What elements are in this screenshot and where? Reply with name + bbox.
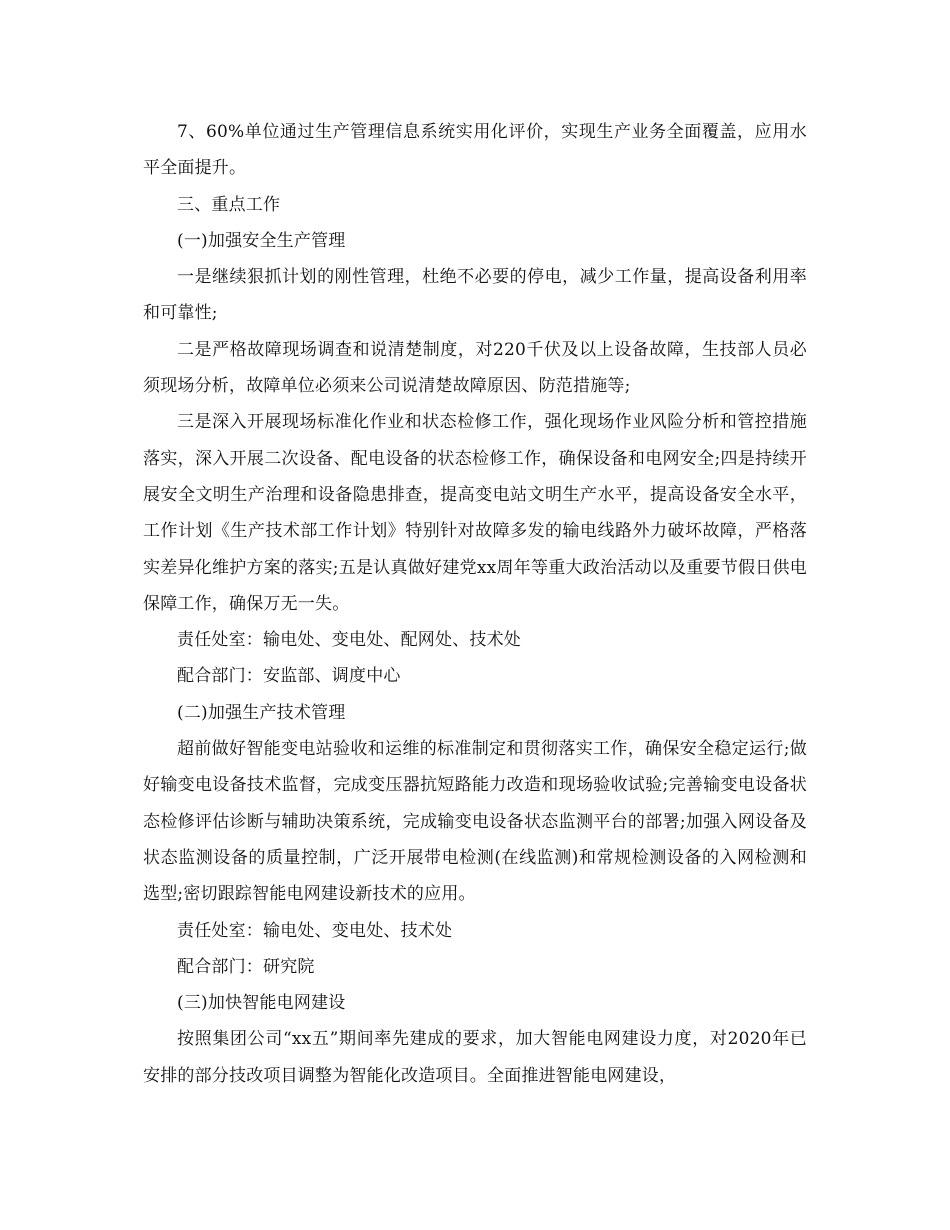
subsection-heading-tech: (二)加强生产技术管理 [177,702,346,723]
document-body [143,114,807,1094]
subsection-heading-safety: (一)加强安全生产管理 [177,230,346,251]
responsible-office-1: 责任处室：输电处、变电处、配网处、技术处 [177,630,521,651]
cooperating-dept-2: 配合部门：研究院 [177,956,315,977]
paragraph-safety-2: 二是严格故障现场调查和说清楚制度，对220千伏及以上设备故障，生技部人员必须现场分析，故障单位必须来公司说清楚故障原因、防范措施等; [143,339,807,397]
paragraph-tech: 超前做好智能变电站验收和运维的标准制定和贯彻落实工作，确保安全稳定运行;做好输变电设备技术监督，完成变压器抗短路能力改造和现场验收试验;完善输变电设备状态检修评估诊断与辅助决策系统，完成输变电设备状态监测平台的部署;加强入网设备及状态监测设备的质量控制，广泛开展带电检测(在线监测)和常规检测设备的入网检测和选型;密切跟踪智能电网建设新技术的应用。 [143,739,807,905]
paragraph-smart-grid: 按照集团公司“xx五”期间率先建成的要求，加大智能电网建设力度，对2020年已安排的部分技改项目调整为智能化改造项目。全面推进智能电网建设， [143,1029,807,1086]
paragraph-goal-7: 7、60%单位通过生产管理信息系统实用化评价，实现生产业务全面覆盖，应用水平全面提升。 [143,122,807,179]
section-heading-key-work: 三、重点工作 [177,194,281,215]
responsible-office-2: 责任处室：输电处、变电处、技术处 [177,920,453,941]
cooperating-dept-1: 配合部门：安监部、调度中心 [177,666,401,687]
paragraph-safety-1: 一是继续狠抓计划的刚性管理，杜绝不必要的停电，减少工作量，提高设备利用率和可靠性; [143,267,807,324]
subsection-heading-smart-grid: (三)加快智能电网建设 [177,993,346,1014]
paragraph-safety-3: 三是深入开展现场标准化作业和状态检修工作，强化现场作业风险分析和管控措施落实，深入开展二次设备、配电设备的状态检修工作，确保设备和电网安全;四是持续开展安全文明生产治理和设备隐患排查，提高变电站文明生产水平，提高设备安全水平，工作计划《生产技术部工作计划》特别针对故障多发的输电线路外力破坏故障，严格落实差异化维护方案的落实;五是认真做好建党xx周年等重大政治活动以及重要节假日供电保障工作，确保万无一失。 [143,412,807,614]
